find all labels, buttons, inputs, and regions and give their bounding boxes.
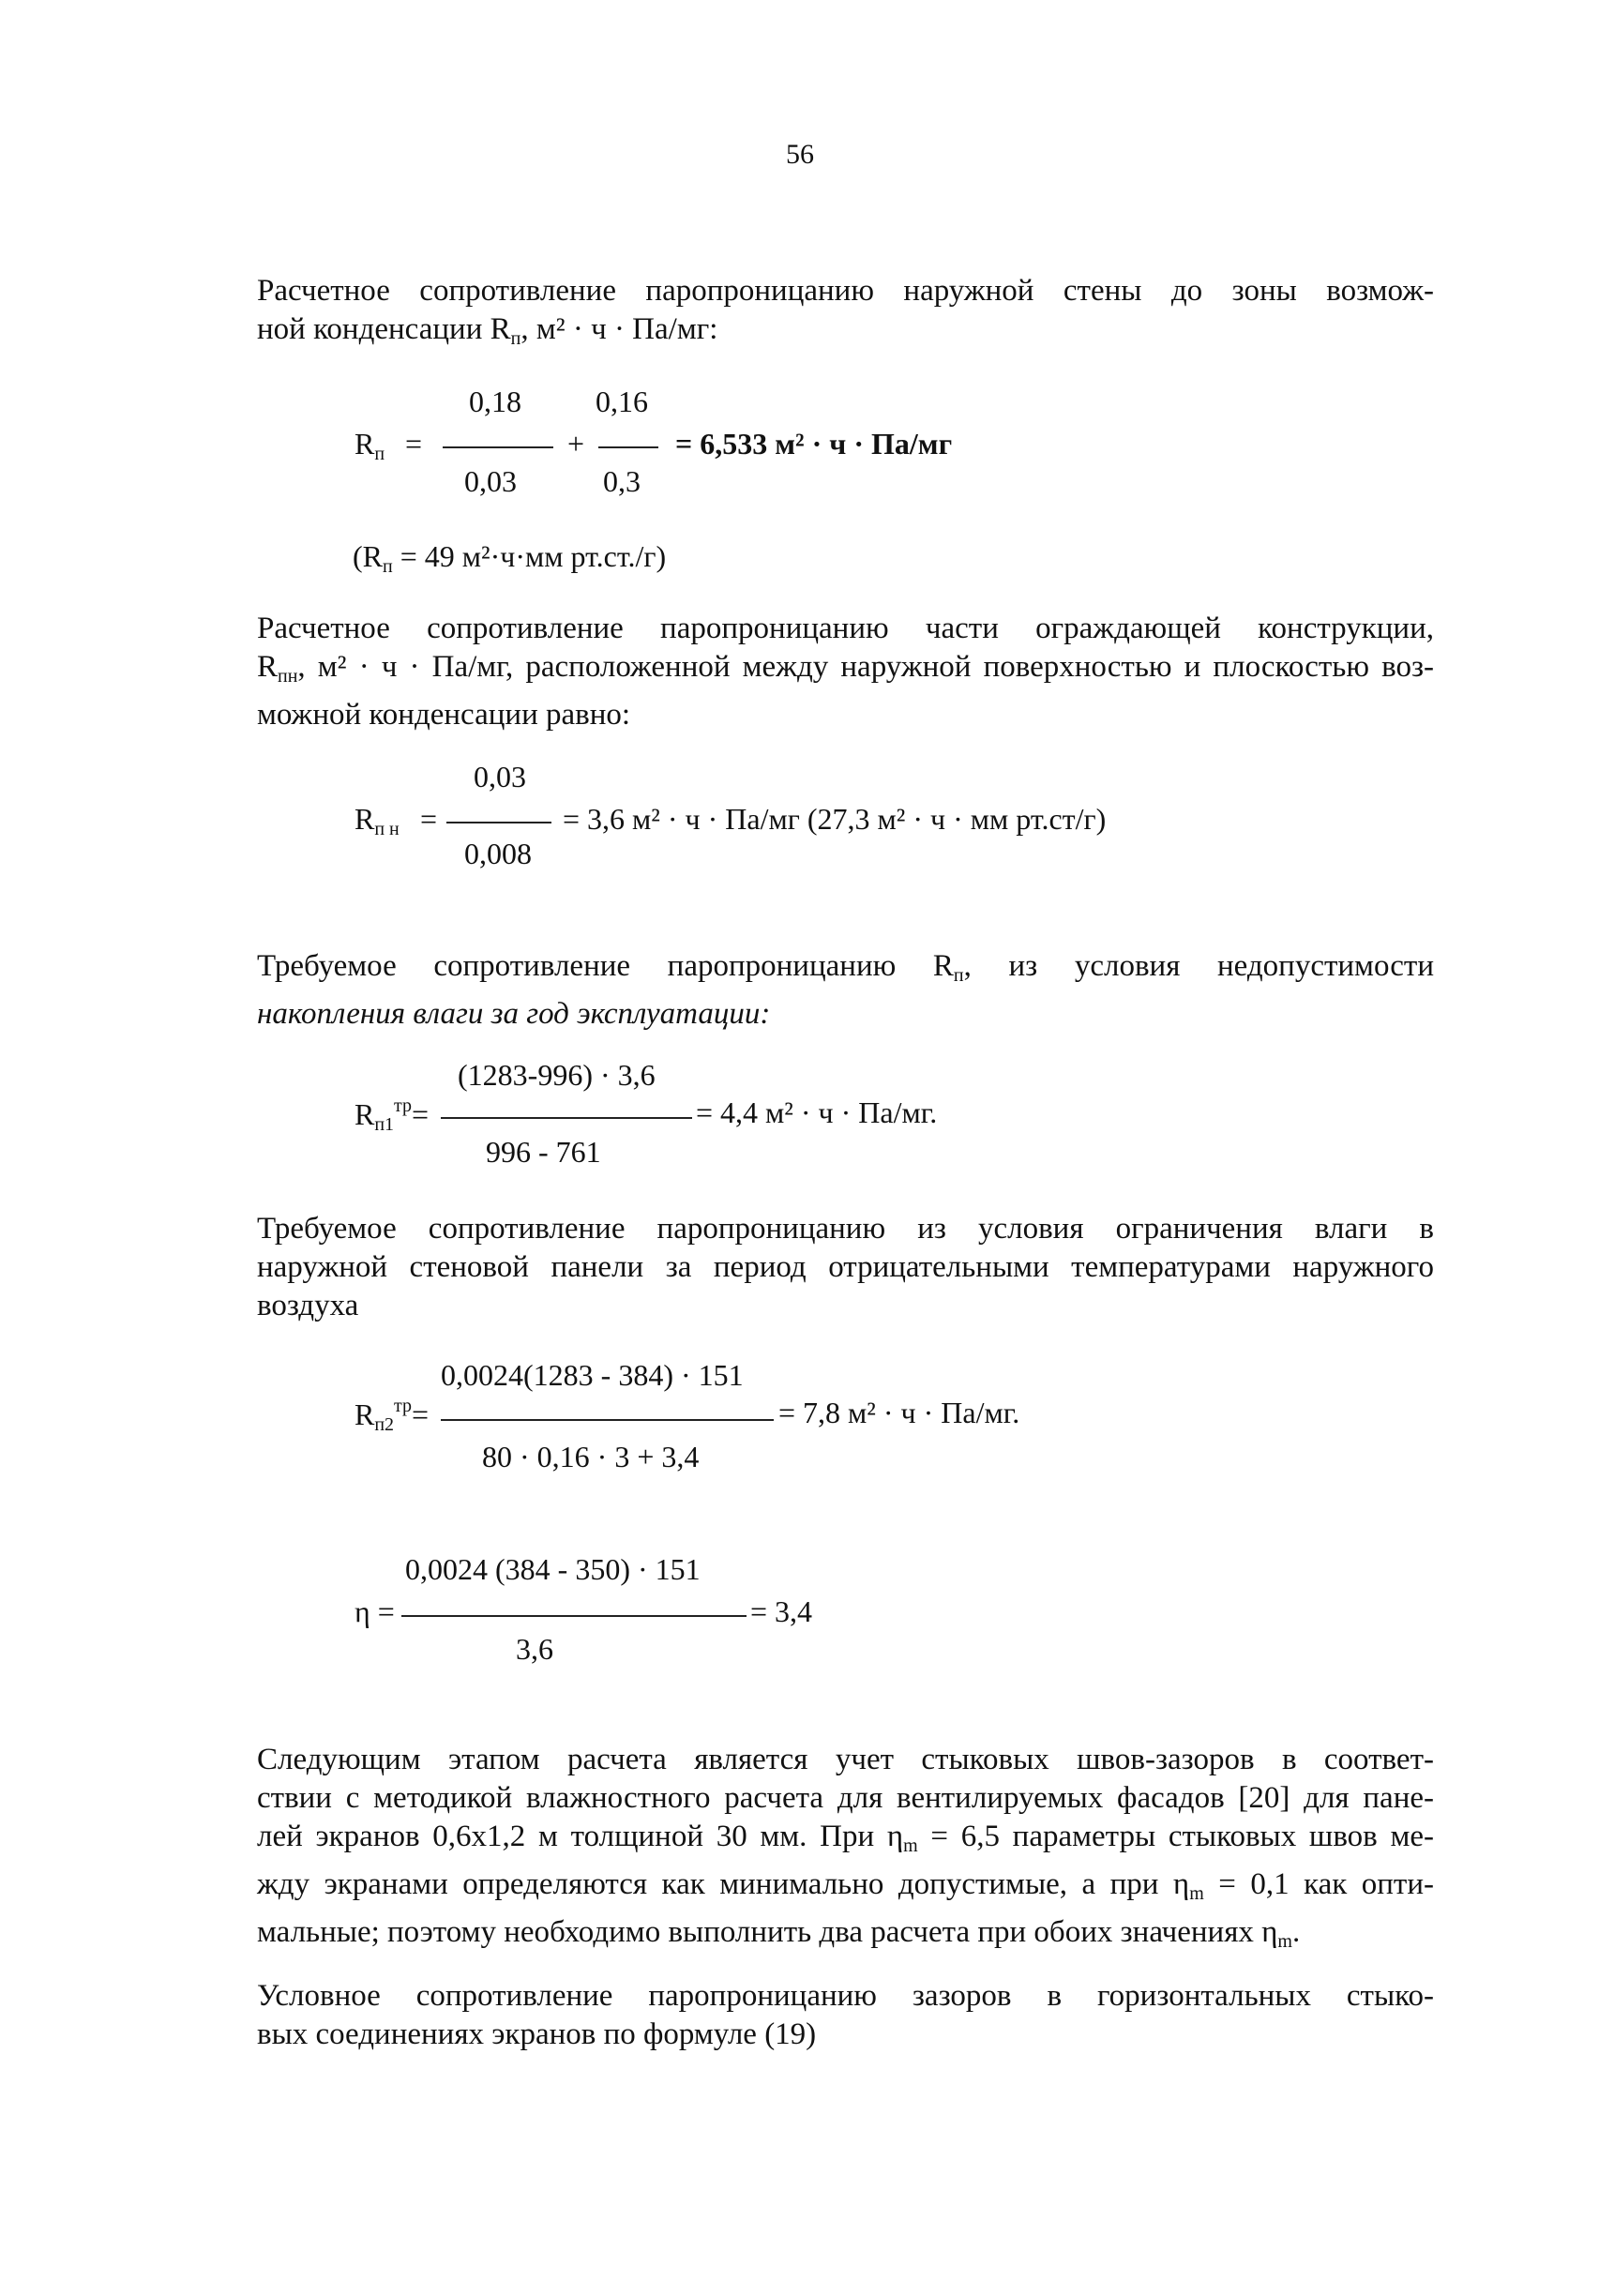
paragraph-3 xyxy=(257,947,1434,1034)
formula-result: = 3,6 м² · ч · Па/мг (27,3 м² · ч · мм рт.ст/г) xyxy=(563,802,1107,836)
fraction-numerator: 0,16 xyxy=(596,385,648,418)
paragraph-line: накопления влаги за год эксплуатации: xyxy=(257,997,771,1031)
paragraph-line: мальные; поэтому необходимо выполнить два расчета при обоих значениях $\eta_m$. xyxy=(257,1915,1301,1952)
fraction-bar xyxy=(401,1615,747,1617)
fraction-denominator: 0,03 xyxy=(464,464,517,498)
paragraph-line: Расчетное сопротивление паропроницанию наружной стены до зоны возмож- xyxy=(257,274,1434,308)
paragraph-line: лей экранов 0,6х1,2 м толщиной 30 мм. При $\eta_m = 6,5$ параметры стыковых швов ме- xyxy=(257,1820,1434,1856)
paragraph-1 xyxy=(257,272,1434,358)
paragraph-line: вых соединениях экранов по формуле (19) xyxy=(257,2017,817,2051)
formula-result: = 7,8 м² · ч · Па/мг. xyxy=(778,1396,1020,1429)
paragraph-5 xyxy=(257,1741,1434,1961)
paragraph-line: воздуха xyxy=(257,1289,359,1322)
note-1: ($R_п = 49$ м²·ч·мм рт.ст./г) xyxy=(353,539,667,577)
paragraph-line: $R_{пн}$, м² · ч · Па/мг, расположенной между наружной поверхностью и плоскостью воз- xyxy=(257,650,1434,687)
paragraph-line: Требуемое сопротивление паропроницанию из условия ограничения влаги в xyxy=(257,1212,1434,1246)
fraction-denominator: 996 - 761 xyxy=(486,1135,601,1169)
paragraph-line: Требуемое сопротивление паропроницанию $R_п$, из условия недопустимости xyxy=(257,949,1434,986)
fraction-denominator: 0,008 xyxy=(464,837,532,870)
fraction-numerator: (1283-996) · 3,6 xyxy=(458,1058,656,1092)
paragraph-line: Расчетное сопротивление паропроницанию части ограждающей конструкции, xyxy=(257,612,1434,645)
paragraph-line: Условное сопротивление паропроницанию зазоров в горизонтальных стыко- xyxy=(257,1979,1434,2013)
fraction-denominator: 3,6 xyxy=(516,1632,553,1666)
formula-result: = 3,4 xyxy=(750,1594,813,1628)
paragraph-6 xyxy=(257,1977,1434,2054)
paragraph-line: жду экранами определяются как минимально допустимые, а при $\eta_m = 0,1$ как опти- xyxy=(257,1867,1434,1904)
fraction-bar xyxy=(441,1117,692,1119)
fraction-bar xyxy=(443,446,553,448)
fraction-denominator: 80 · 0,16 · 3 + 3,4 xyxy=(482,1440,700,1473)
document-page: 56 Расчетное сопротивление паропроницанию наружной стены до зоны возмож- ной конденсации $R_п$, м² · ч · Па/мг: $R_п$ = 0,18 0,03 + 0,16 0,3 = 6,533 м² · ч · Па/мг ($R_п = 49$ м²·ч·мм рт.ст./г) Расчетное сопротивление паропроницанию части ограждающей конструкции, $R_{пн}$, м² · ч · Па/мг, расположенной между наружной поверхностью и плоскостью воз- можной конденсации равно: $R_{п н}$ = 0,03 0,008 = 3,6 м² · ч · Па/мг (27,3 м² · ч · мм рт.ст/г) Требуемое сопротивление паропроницанию $R_п$, из условия недопустимости накопления влаги за год эксплуатации: $R_{п1}^{тр}=$ (1283-996) · 3,6 996 - 761 = 4,4 м² · ч · Па/мг. Требуемое сопротивление паропроницанию из условия ограничения влаги в наружной стеновой панели за период отрицательными температурами наружного воздуха $R_{п2}^{тр}=$ 0,0024(1283 - 384) · 151 80 · 0,16 · 3 + 3,4 = 7,8 м² · ч · Па/мг. η = 0,0024 (384 - 350) · 151 3,6 = 3,4 Следующим этапом расчета является учет стыковых швов-зазоров в соответ- ствии с методикой влажностного расчета для вентилируемых фасадов [20] для пане- лей экранов 0,6х1,2 м толщиной 30 мм. При $\eta_m = 6,5$ параметры стыковых швов ме- жду экранами определяются как минимально допустимые, а при $\eta_m = 0,1$ как опти- мальные; поэтому необходимо выполнить два расчета при обоих значениях $\eta_m$. Условное сопротивление паропроницанию зазоров в горизонтальных стыко- вых соединениях экранов по формуле (19) xyxy=(0,0,1599,2296)
fraction-denominator: 0,3 xyxy=(603,464,641,498)
paragraph-line: наружной стеновой панели за период отрицательными температурами наружного xyxy=(257,1250,1434,1284)
fraction-numerator: 0,0024(1283 - 384) · 151 xyxy=(441,1358,744,1392)
fraction-bar xyxy=(441,1419,774,1421)
fraction-bar xyxy=(598,446,658,448)
paragraph-2 xyxy=(257,610,1434,734)
paragraph-line: можной конденсации равно: xyxy=(257,698,631,732)
formula-result: = 6,533 м² · ч · Па/мг xyxy=(675,427,953,461)
paragraph-line: ной конденсации $R_п$, м² · ч · Па/мг: xyxy=(257,312,718,349)
paragraph-line: ствии с методикой влажностного расчета для вентилируемых фасадов [20] для пане- xyxy=(257,1781,1434,1815)
fraction-numerator: 0,03 xyxy=(474,760,526,793)
page-number: 56 xyxy=(786,139,814,170)
fraction-bar xyxy=(446,822,551,823)
paragraph-line: Следующим этапом расчета является учет стыковых швов-зазоров в соответ- xyxy=(257,1743,1434,1776)
fraction-numerator: 0,0024 (384 - 350) · 151 xyxy=(405,1552,701,1586)
formula-result: = 4,4 м² · ч · Па/мг. xyxy=(696,1095,938,1129)
fraction-numerator: 0,18 xyxy=(469,385,521,418)
paragraph-4 xyxy=(257,1210,1434,1325)
